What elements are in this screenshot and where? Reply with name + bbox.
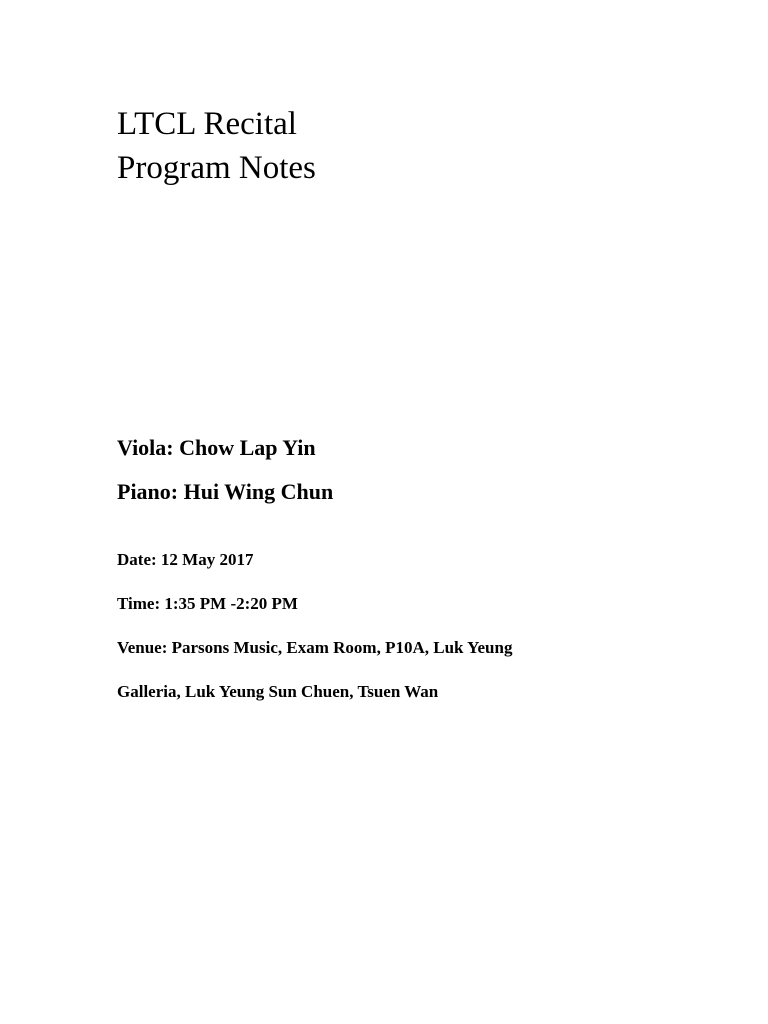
page-title bbox=[117, 102, 316, 190]
performers-section bbox=[117, 433, 333, 507]
recital-venue-line-1: Venue: Parsons Music, Exam Room, P10A, Luk Yeung bbox=[117, 638, 513, 657]
recital-details bbox=[117, 548, 512, 704]
recital-venue-line-2: Galleria, Luk Yeung Sun Chuen, Tsuen Wan bbox=[117, 682, 439, 701]
piano-performer: Piano: Hui Wing Chun bbox=[117, 479, 334, 504]
title-line-program-notes: Program Notes bbox=[117, 150, 316, 186]
viola-performer: Viola: Chow Lap Yin bbox=[117, 435, 316, 460]
title-line-recital: LTCL Recital bbox=[117, 106, 297, 142]
recital-time: Time: 1:35 PM -2:20 PM bbox=[117, 594, 298, 613]
recital-date: Date: 12 May 2017 bbox=[117, 550, 254, 569]
